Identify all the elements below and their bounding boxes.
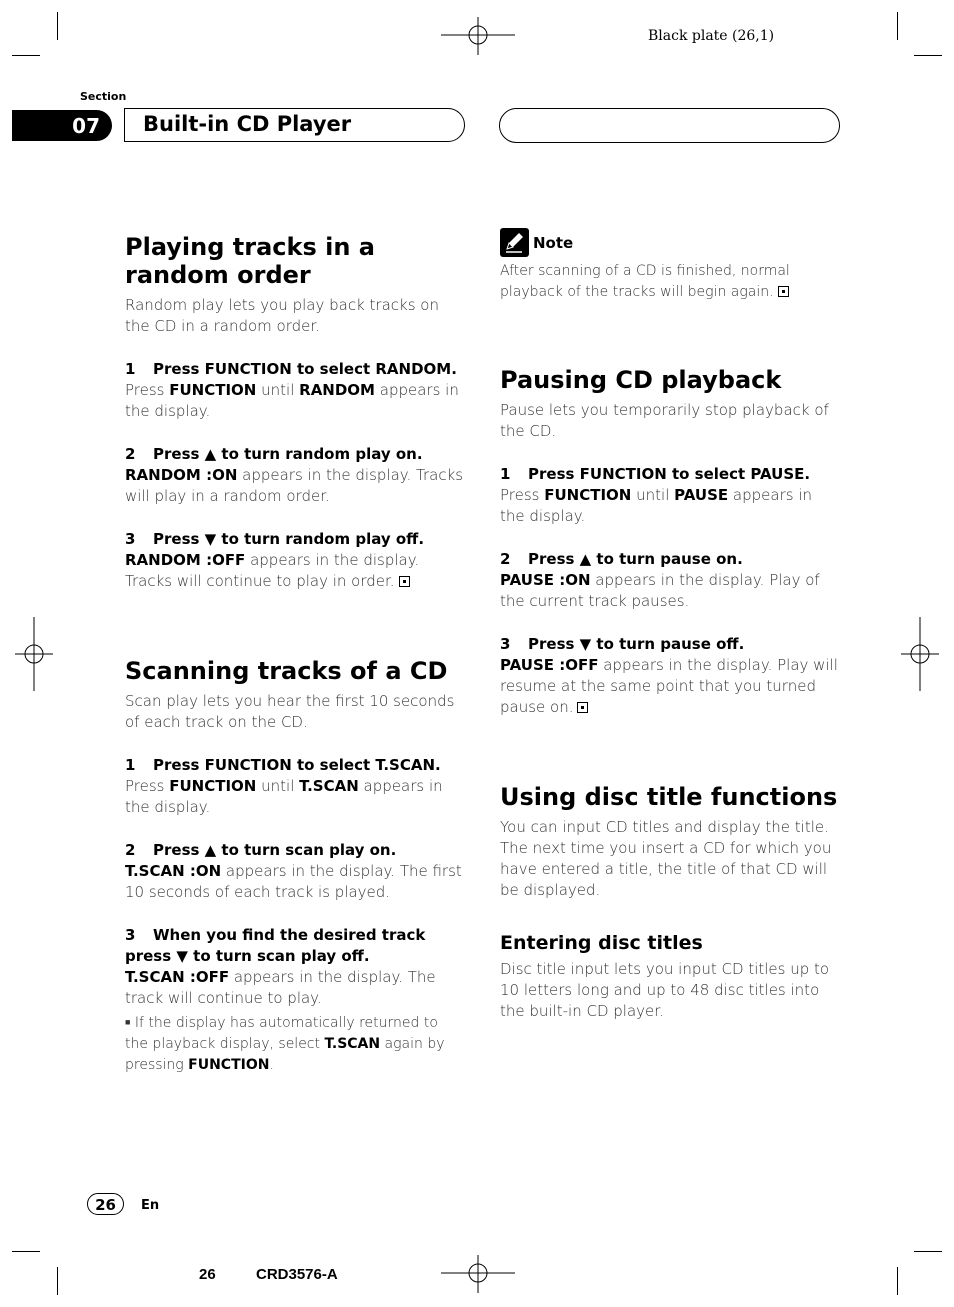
footer-page-number: 26 [199,1266,216,1283]
random-section [125,233,465,592]
pencil-note-icon [500,228,529,257]
page-number: 26 [87,1193,124,1215]
note-text: After scanning of a CD is finished, normal playback of the tracks will begin again. [500,263,790,300]
section-number-badge: 07 [12,110,112,141]
random-step-3-text: RANDOM :OFF appears in the display. Tracks will continue to play in order. [125,551,420,590]
scan-step-3 [125,925,465,967]
step-heading: Press ▲ to turn random play on. [153,445,423,463]
end-mark-icon [778,286,789,297]
scan-step-2-text: T.SCAN :ON appears in the display. The first 10 seconds of each track is played. [125,862,462,901]
scan-step-3-text: T.SCAN :OFF appears in the display. The track will continue to play. [125,968,436,1007]
pause-title: Pausing CD playback [500,366,782,394]
pause-step-1 [500,464,840,485]
step-number: 3 [500,635,511,653]
step-number: 1 [125,756,136,774]
random-title: Playing tracks in a random order [125,233,375,289]
random-step-3 [125,529,465,550]
disc-subtext: Disc title input lets you input CD titles up to 10 letters long and up to 48 disc titles into the built-in CD player. [500,960,830,1020]
step-heading: Press FUNCTION to select RANDOM. [153,360,457,378]
registration-mark-top [441,17,515,55]
registration-mark-right [901,617,939,691]
disc-intro: You can input CD titles and display the title. The next time you insert a CD for which you have entered a title, the title of that CD will be displayed. [500,818,832,899]
random-step-2 [125,444,465,465]
scan-intro: Scan play lets you hear the first 10 seconds of each track on the CD. [125,692,455,731]
scan-title: Scanning tracks of a CD [125,657,448,685]
pause-intro: Pause lets you temporarily stop playback of the CD. [500,401,829,440]
step-heading-cont: press ▼ to turn scan play off. [125,947,370,965]
step-number: 2 [125,445,136,463]
scan-section [125,657,465,1076]
section-label: Section [80,90,127,103]
bullet-icon: ■ [125,1018,131,1028]
right-header-box [499,108,840,143]
random-step-1-text: Press FUNCTION until RANDOM appears in the display. [125,381,459,420]
note-section [500,228,840,303]
section-title: Built-in CD Player [143,112,352,136]
step-number: 1 [500,465,511,483]
step-number: 1 [125,360,136,378]
step-heading: Press FUNCTION to select PAUSE. [528,465,811,483]
step-heading: When you find the desired track [153,926,426,944]
pause-step-2-text: PAUSE :ON appears in the display. Play of the current track pauses. [500,571,820,610]
end-mark-icon [577,702,588,713]
step-number: 2 [500,550,511,568]
section-title-box [124,108,465,142]
step-heading: Press ▼ to turn random play off. [153,530,425,548]
pause-step-3-text: PAUSE :OFF appears in the display. Play will resume at the same point that you turned pause on. [500,656,838,716]
note-header [500,228,840,257]
random-step-2-text: RANDOM :ON appears in the display. Tracks will play in a random order. [125,466,464,505]
step-heading: Press FUNCTION to select T.SCAN. [153,756,441,774]
disc-section [500,783,840,1022]
scan-step-1 [125,755,465,776]
random-intro: Random play lets you play back tracks on the CD in a random order. [125,296,439,335]
step-number: 3 [125,530,136,548]
end-mark-icon [399,576,410,587]
registration-mark-left [15,617,53,691]
scan-bullet-note: ■ If the display has automatically returned to the playback display, select T.SCAN again by pressing FUNCTION. [125,1015,445,1073]
step-heading: Press ▲ to turn pause on. [528,550,743,568]
scan-step-2 [125,840,465,861]
note-title: Note [533,233,574,252]
step-heading: Press ▼ to turn pause off. [528,635,745,653]
registration-mark-bottom [441,1255,515,1293]
pause-step-1-text: Press FUNCTION until PAUSE appears in the display. [500,486,812,525]
disc-title: Using disc title functions [500,783,838,811]
footer-model: CRD3576-A [256,1266,338,1283]
pause-step-3 [500,634,840,655]
step-number: 3 [125,926,136,944]
pause-step-2 [500,549,840,570]
random-step-1 [125,359,465,380]
pause-section [500,366,840,718]
disc-subtitle: Entering disc titles [500,932,703,954]
step-heading: Press ▲ to turn scan play on. [153,841,397,859]
scan-step-1-text: Press FUNCTION until T.SCAN appears in the display. [125,777,443,816]
step-number: 2 [125,841,136,859]
plate-label: Black plate (26,1) [648,28,775,44]
language-label: En [141,1198,160,1213]
